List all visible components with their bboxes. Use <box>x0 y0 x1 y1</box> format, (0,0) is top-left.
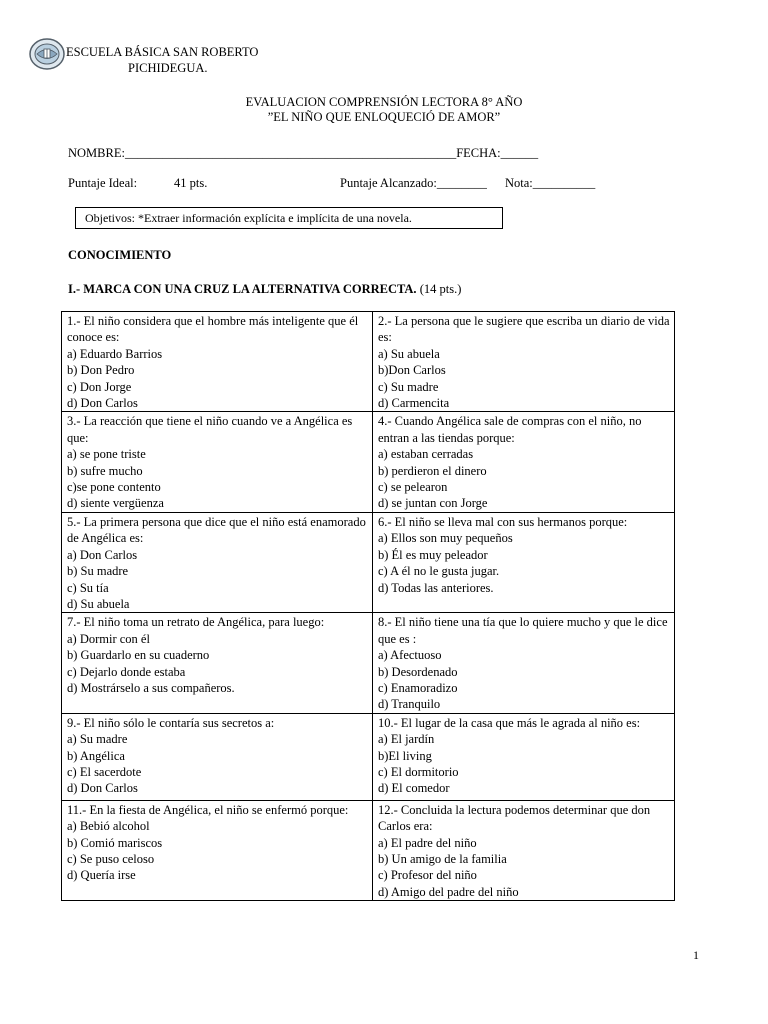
answer-option[interactable]: b) perdieron el dinero <box>378 463 487 478</box>
answer-option[interactable]: c) Su madre <box>378 379 439 394</box>
instruction-text: I.- MARCA CON UNA CRUZ LA ALTERNATIVA CORRECTA. <box>68 282 417 296</box>
grade-field: Nota:__________ <box>505 176 596 190</box>
answer-option[interactable]: d) Tranquilo <box>378 697 441 712</box>
question-text: 11.- En la fiesta de Angélica, el niño se enfermó porque: <box>67 802 349 817</box>
answer-option[interactable]: a) Ellos son muy pequeños <box>378 531 513 546</box>
page-number: 1 <box>693 948 699 962</box>
evaluation-title: EVALUACION COMPRENSIÓN LECTORA 8° AÑO <box>245 95 523 109</box>
instruction-points: (14 pts.) <box>416 282 462 296</box>
instruction <box>68 281 461 297</box>
answer-option[interactable]: b) sufre mucho <box>67 463 143 478</box>
answer-option[interactable]: c)se pone contento <box>67 480 161 495</box>
answer-option[interactable]: c) El dormitorio <box>378 764 459 779</box>
answer-option[interactable]: a) El padre del niño <box>378 835 477 850</box>
answer-option[interactable]: a) Eduardo Barrios <box>67 346 163 361</box>
objectives-box: Objetivos: *Extraer información explícita e implícita de una novela. <box>75 207 503 229</box>
school-crest-icon <box>28 36 66 72</box>
answer-option[interactable]: d) Don Carlos <box>67 781 138 796</box>
answer-option[interactable]: c) Enamoradizo <box>378 680 458 695</box>
answer-option[interactable]: b) Comió mariscos <box>67 835 163 850</box>
answer-option[interactable]: a) se pone triste <box>67 447 146 462</box>
answer-option[interactable]: b) Un amigo de la familia <box>378 851 507 866</box>
answer-option[interactable]: b) Su madre <box>67 564 129 579</box>
answer-option[interactable]: c) El sacerdote <box>67 764 142 779</box>
answer-option[interactable]: c) Don Jorge <box>67 379 132 394</box>
school-name: ESCUELA BÁSICA SAN ROBERTO <box>66 45 259 59</box>
question-text: 2.- La persona que le sugiere que escriba un diario de vida es: <box>378 314 670 345</box>
answer-option[interactable]: b) Guardarlo en su cuaderno <box>67 648 210 663</box>
ideal-score-value: 41 pts. <box>174 176 208 190</box>
questions-table <box>61 311 675 901</box>
answer-option[interactable]: d) Amigo del padre del niño <box>378 884 519 899</box>
answer-option[interactable]: a) Afectuoso <box>378 648 442 663</box>
answer-option[interactable]: d) Carmencita <box>378 396 450 411</box>
question-text: 10.- El lugar de la casa que más le agrada al niño es: <box>378 715 641 730</box>
question-cell <box>373 312 675 412</box>
question-cell <box>373 512 675 612</box>
answer-option[interactable]: a) estaban cerradas <box>378 447 474 462</box>
question-text: 7.- El niño toma un retrato de Angélica, para luego: <box>67 615 325 630</box>
question-text: 9.- El niño sólo le contaría sus secretos a: <box>67 715 275 730</box>
answer-option[interactable]: a) Don Carlos <box>67 547 138 562</box>
answer-option[interactable]: b) Don Pedro <box>67 363 135 378</box>
achieved-score-field: Puntaje Alcanzado:________ <box>340 176 487 190</box>
question-cell <box>62 713 373 800</box>
answer-option[interactable]: b) Él es muy peleador <box>378 547 488 562</box>
table-row <box>62 412 675 512</box>
question-text: 1.- El niño considera que el hombre más inteligente que él conoce es: <box>67 314 359 345</box>
question-cell <box>373 800 675 900</box>
answer-option[interactable]: b) Angélica <box>67 748 125 763</box>
table-row <box>62 613 675 713</box>
answer-option[interactable]: c) Se puso celoso <box>67 851 155 866</box>
answer-option[interactable]: a) Bebió alcohol <box>67 819 150 834</box>
question-text: 5.- La primera persona que dice que el niño está enamorado de Angélica es: <box>67 514 366 546</box>
table-row <box>62 800 675 900</box>
answer-option[interactable]: c) A él no le gusta jugar. <box>378 564 500 579</box>
table-row <box>62 713 675 800</box>
answer-option[interactable]: c) Dejarlo donde estaba <box>67 664 186 679</box>
ideal-score-label: Puntaje Ideal: <box>68 176 138 190</box>
question-cell <box>373 613 675 713</box>
question-cell <box>62 512 373 612</box>
question-cell <box>62 613 373 713</box>
answer-option[interactable]: d) se juntan con Jorge <box>378 496 488 511</box>
question-cell <box>62 312 373 412</box>
name-date-field: NOMBRE:_____________________________________________________FECHA:______ <box>68 146 539 160</box>
answer-option[interactable]: a) Su abuela <box>378 346 440 361</box>
answer-option[interactable]: d) El comedor <box>378 781 450 796</box>
answer-option[interactable]: b)El living <box>378 748 432 763</box>
answer-option[interactable]: d) siente vergüenza <box>67 496 164 511</box>
answer-option[interactable]: a) Su madre <box>67 732 128 747</box>
answer-option[interactable]: d) Quería irse <box>67 868 136 883</box>
answer-option[interactable]: c) se pelearon <box>378 480 448 495</box>
answer-option[interactable]: c) Profesor del niño <box>378 868 477 883</box>
answer-option[interactable]: a) Dormir con él <box>67 631 150 646</box>
question-text: 8.- El niño tiene una tía que lo quiere mucho y que le dice que es : <box>378 615 668 646</box>
question-cell <box>373 412 675 512</box>
question-text: 12.- Concluida la lectura podemos determinar que don Carlos era: <box>378 802 651 834</box>
table-row <box>62 512 675 612</box>
answer-option[interactable]: c) Su tía <box>67 580 109 595</box>
answer-option[interactable]: d) Mostrárselo a sus compañeros. <box>67 680 235 695</box>
section-heading: CONOCIMIENTO <box>68 248 172 262</box>
answer-option[interactable]: a) El jardín <box>378 732 435 747</box>
question-cell <box>62 412 373 512</box>
school-city: PICHIDEGUA. <box>128 61 208 75</box>
answer-option[interactable]: d) Todas las anteriores. <box>378 580 494 595</box>
evaluation-subtitle: ”EL NIÑO QUE ENLOQUECIÓ DE AMOR” <box>267 110 501 124</box>
answer-option[interactable]: d) Don Carlos <box>67 396 138 411</box>
table-row <box>62 312 675 412</box>
question-text: 4.- Cuando Angélica sale de compras con el niño, no entran a las tiendas porque: <box>378 414 642 445</box>
answer-option[interactable]: d) Su abuela <box>67 596 130 611</box>
question-text: 3.- La reacción que tiene el niño cuando ve a Angélica es que: <box>67 414 353 445</box>
question-text: 6.- El niño se lleva mal con sus hermanos porque: <box>378 514 628 529</box>
answer-option[interactable]: b)Don Carlos <box>378 363 446 378</box>
question-cell <box>373 713 675 800</box>
question-cell <box>62 800 373 900</box>
answer-option[interactable]: b) Desordenado <box>378 664 458 679</box>
